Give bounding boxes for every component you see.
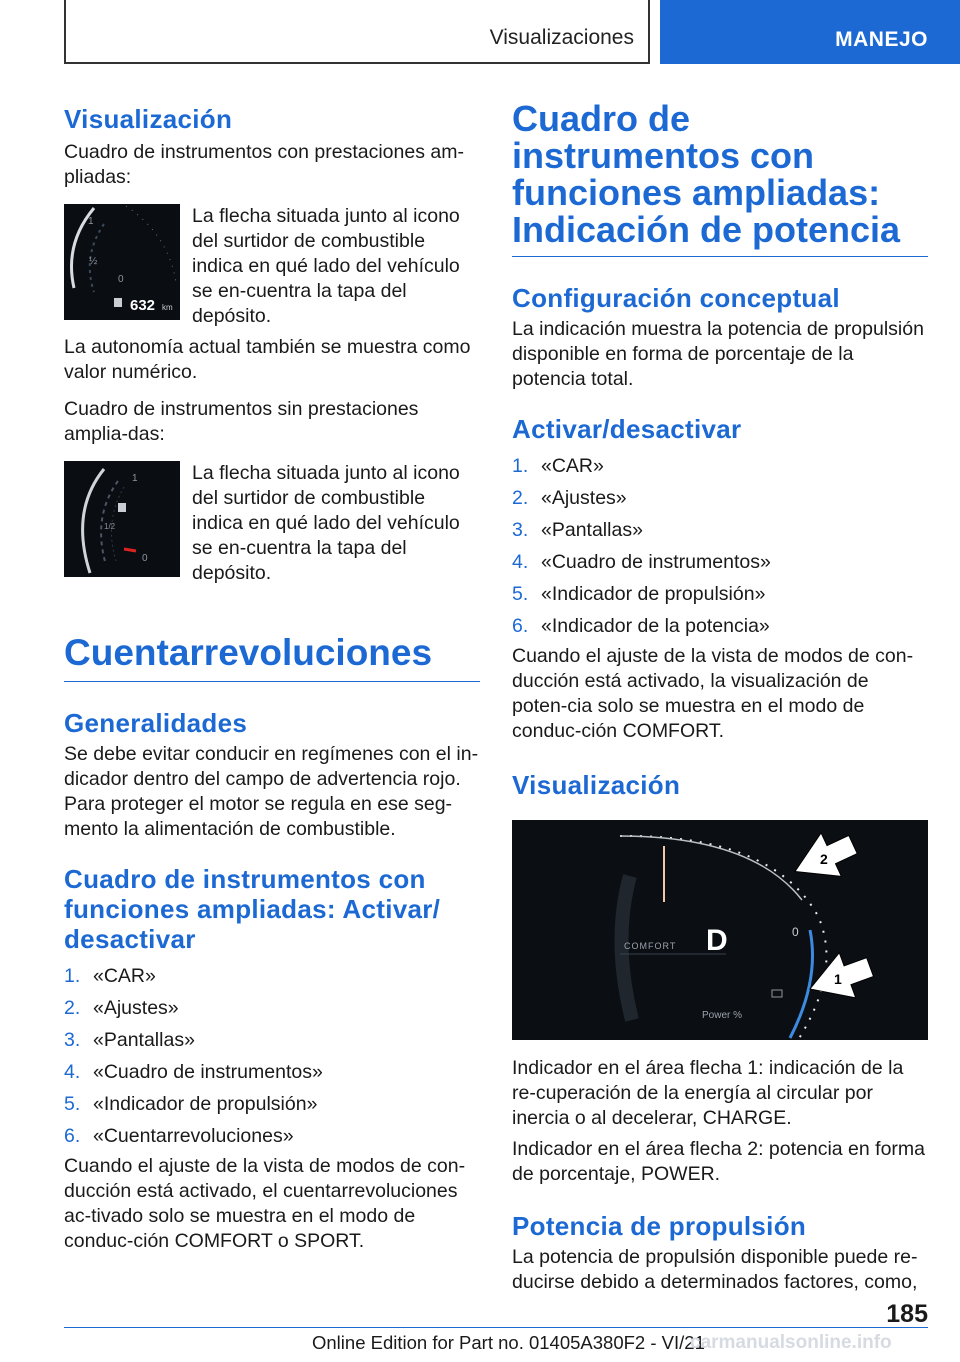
vis-text-2: La flecha situada junto al icono del surtidor de combustible indica en qué lado del vehículo se en-cuentra la tapa del depósito. bbox=[192, 462, 460, 584]
visualizacion-heading: Visualización bbox=[64, 104, 233, 134]
activar-heading-right: Activar/desactivar bbox=[512, 414, 742, 444]
list-item: 3. «Pantallas» bbox=[64, 1029, 195, 1051]
edition-note: Online Edition for Part no. 01405A380F2 - VI/21 bbox=[312, 1332, 705, 1353]
fuel-gauge-basic-image bbox=[64, 461, 180, 577]
right-column bbox=[512, 100, 928, 1295]
power-percent-label: Power % bbox=[702, 1010, 743, 1021]
list-item: 6. «Cuentarrevoluciones» bbox=[64, 1125, 294, 1147]
vis-intro-2: Cuadro de instrumentos sin prestaciones amplia-das: bbox=[64, 398, 419, 445]
generalidades-heading: Generalidades bbox=[64, 708, 248, 738]
fuel-gauge-extended-image bbox=[64, 204, 180, 320]
chapter-title: MANEJO bbox=[835, 28, 928, 51]
fuel-gauge-extended-block bbox=[64, 204, 480, 385]
vis-text-1a: La flecha situada junto al icono del surtidor de combustible indica en qué lado del vehículo se en-cuentra la tapa del depósito. bbox=[192, 205, 460, 327]
steps-list-left bbox=[64, 960, 480, 1152]
cuentarrevoluciones-heading: Cuentarrevoluciones bbox=[64, 634, 480, 682]
vis-intro-1: Cuadro de instrumentos con prestaciones am-pliadas: bbox=[64, 141, 464, 188]
vis-text-right-2: Indicador en el área flecha 2: potencia en forma de porcentaje, POWER. bbox=[512, 1138, 926, 1185]
list-item: 5. «Indicador de propulsión» bbox=[512, 583, 766, 605]
power-gauge-image bbox=[512, 820, 928, 1040]
concept-heading: Configuración conceptual bbox=[512, 283, 840, 313]
tick-half: 1/2 bbox=[104, 522, 116, 531]
section-title: Visualizaciones bbox=[489, 26, 634, 49]
activar-note-right: Cuando el ajuste de la vista de modos de con-ducción está activado, la visualización de poten-cia solo se muestra en el modo de conduc-ción COMFORT. bbox=[512, 645, 914, 742]
arrow-1-label: 1 bbox=[834, 971, 842, 987]
vis-text-1b: La autonomía actual también se muestra como valor numérico. bbox=[64, 336, 471, 383]
list-item: 2. «Ajustes» bbox=[512, 487, 627, 509]
list-item: 2. «Ajustes» bbox=[64, 997, 179, 1019]
arrow-2-label: 2 bbox=[820, 851, 828, 867]
propulsion-heading: Potencia de propulsión bbox=[512, 1211, 807, 1241]
range-unit: km bbox=[162, 303, 173, 312]
mode-label: COMFORT bbox=[624, 941, 677, 951]
list-item: 5. «Indicador de propulsión» bbox=[64, 1093, 318, 1115]
propulsion-text: La potencia de propulsión disponible puede re-ducirse debido a determinados factores, como, bbox=[512, 1246, 918, 1293]
page-number: 185 bbox=[886, 1300, 928, 1328]
activar-note-left: Cuando el ajuste de la vista de modos de con-ducción está activado, el cuentarrevoluciones ac-tivado solo se muestra en el modo de conduc-ción COMFORT o SPORT. bbox=[64, 1155, 466, 1252]
watermark: carmanualsonline.info bbox=[690, 1332, 892, 1353]
concept-text: La indicación muestra la potencia de propulsión disponible en forma de porcentaje de la potencia total. bbox=[512, 318, 924, 390]
list-item: 1. «CAR» bbox=[64, 965, 156, 987]
footer-divider bbox=[64, 1327, 928, 1328]
list-item: 4. «Cuadro de instrumentos» bbox=[512, 551, 771, 573]
list-item: 6. «Indicador de la potencia» bbox=[512, 615, 770, 637]
activar-heading-left: Cuadro de instrumentos con funciones ampliadas: Activar/ desactivar bbox=[64, 864, 441, 954]
list-item: 3. «Pantallas» bbox=[512, 519, 643, 541]
header-chapter-tab bbox=[660, 0, 960, 64]
fuel-gauge-basic-block bbox=[64, 461, 480, 586]
range-value: 632 bbox=[130, 297, 156, 314]
gear-indicator: D bbox=[706, 924, 728, 957]
tick-1: 1 bbox=[132, 473, 138, 484]
tick-0: 0 bbox=[142, 553, 148, 564]
left-column bbox=[64, 100, 480, 1254]
vis-text-right-1: Indicador en el área flecha 1: indicación de la re-cuperación de la energía al circular por inercia o al decelerar, CHARGE. bbox=[512, 1057, 904, 1129]
tick-half: ½ bbox=[89, 256, 98, 267]
power-display-heading: Cuadro de instrumentos con funciones ampliadas: Indicación de potencia bbox=[512, 100, 928, 257]
list-item: 4. «Cuadro de instrumentos» bbox=[64, 1061, 323, 1083]
zero-mark: 0 bbox=[792, 925, 799, 939]
tick-1: 1 bbox=[88, 216, 94, 227]
steps-list-right bbox=[512, 450, 928, 642]
visualizacion-heading-right: Visualización bbox=[512, 770, 681, 800]
header-section-tab bbox=[64, 0, 650, 64]
generalidades-text: Se debe evitar conducir en regímenes con el in-dicador dentro del campo de advertencia rojo. Para proteger el motor se regula en ese seg-mento la alimentación de combustible. bbox=[64, 743, 479, 840]
list-item: 1. «CAR» bbox=[512, 455, 604, 477]
tick-0: 0 bbox=[118, 274, 124, 285]
